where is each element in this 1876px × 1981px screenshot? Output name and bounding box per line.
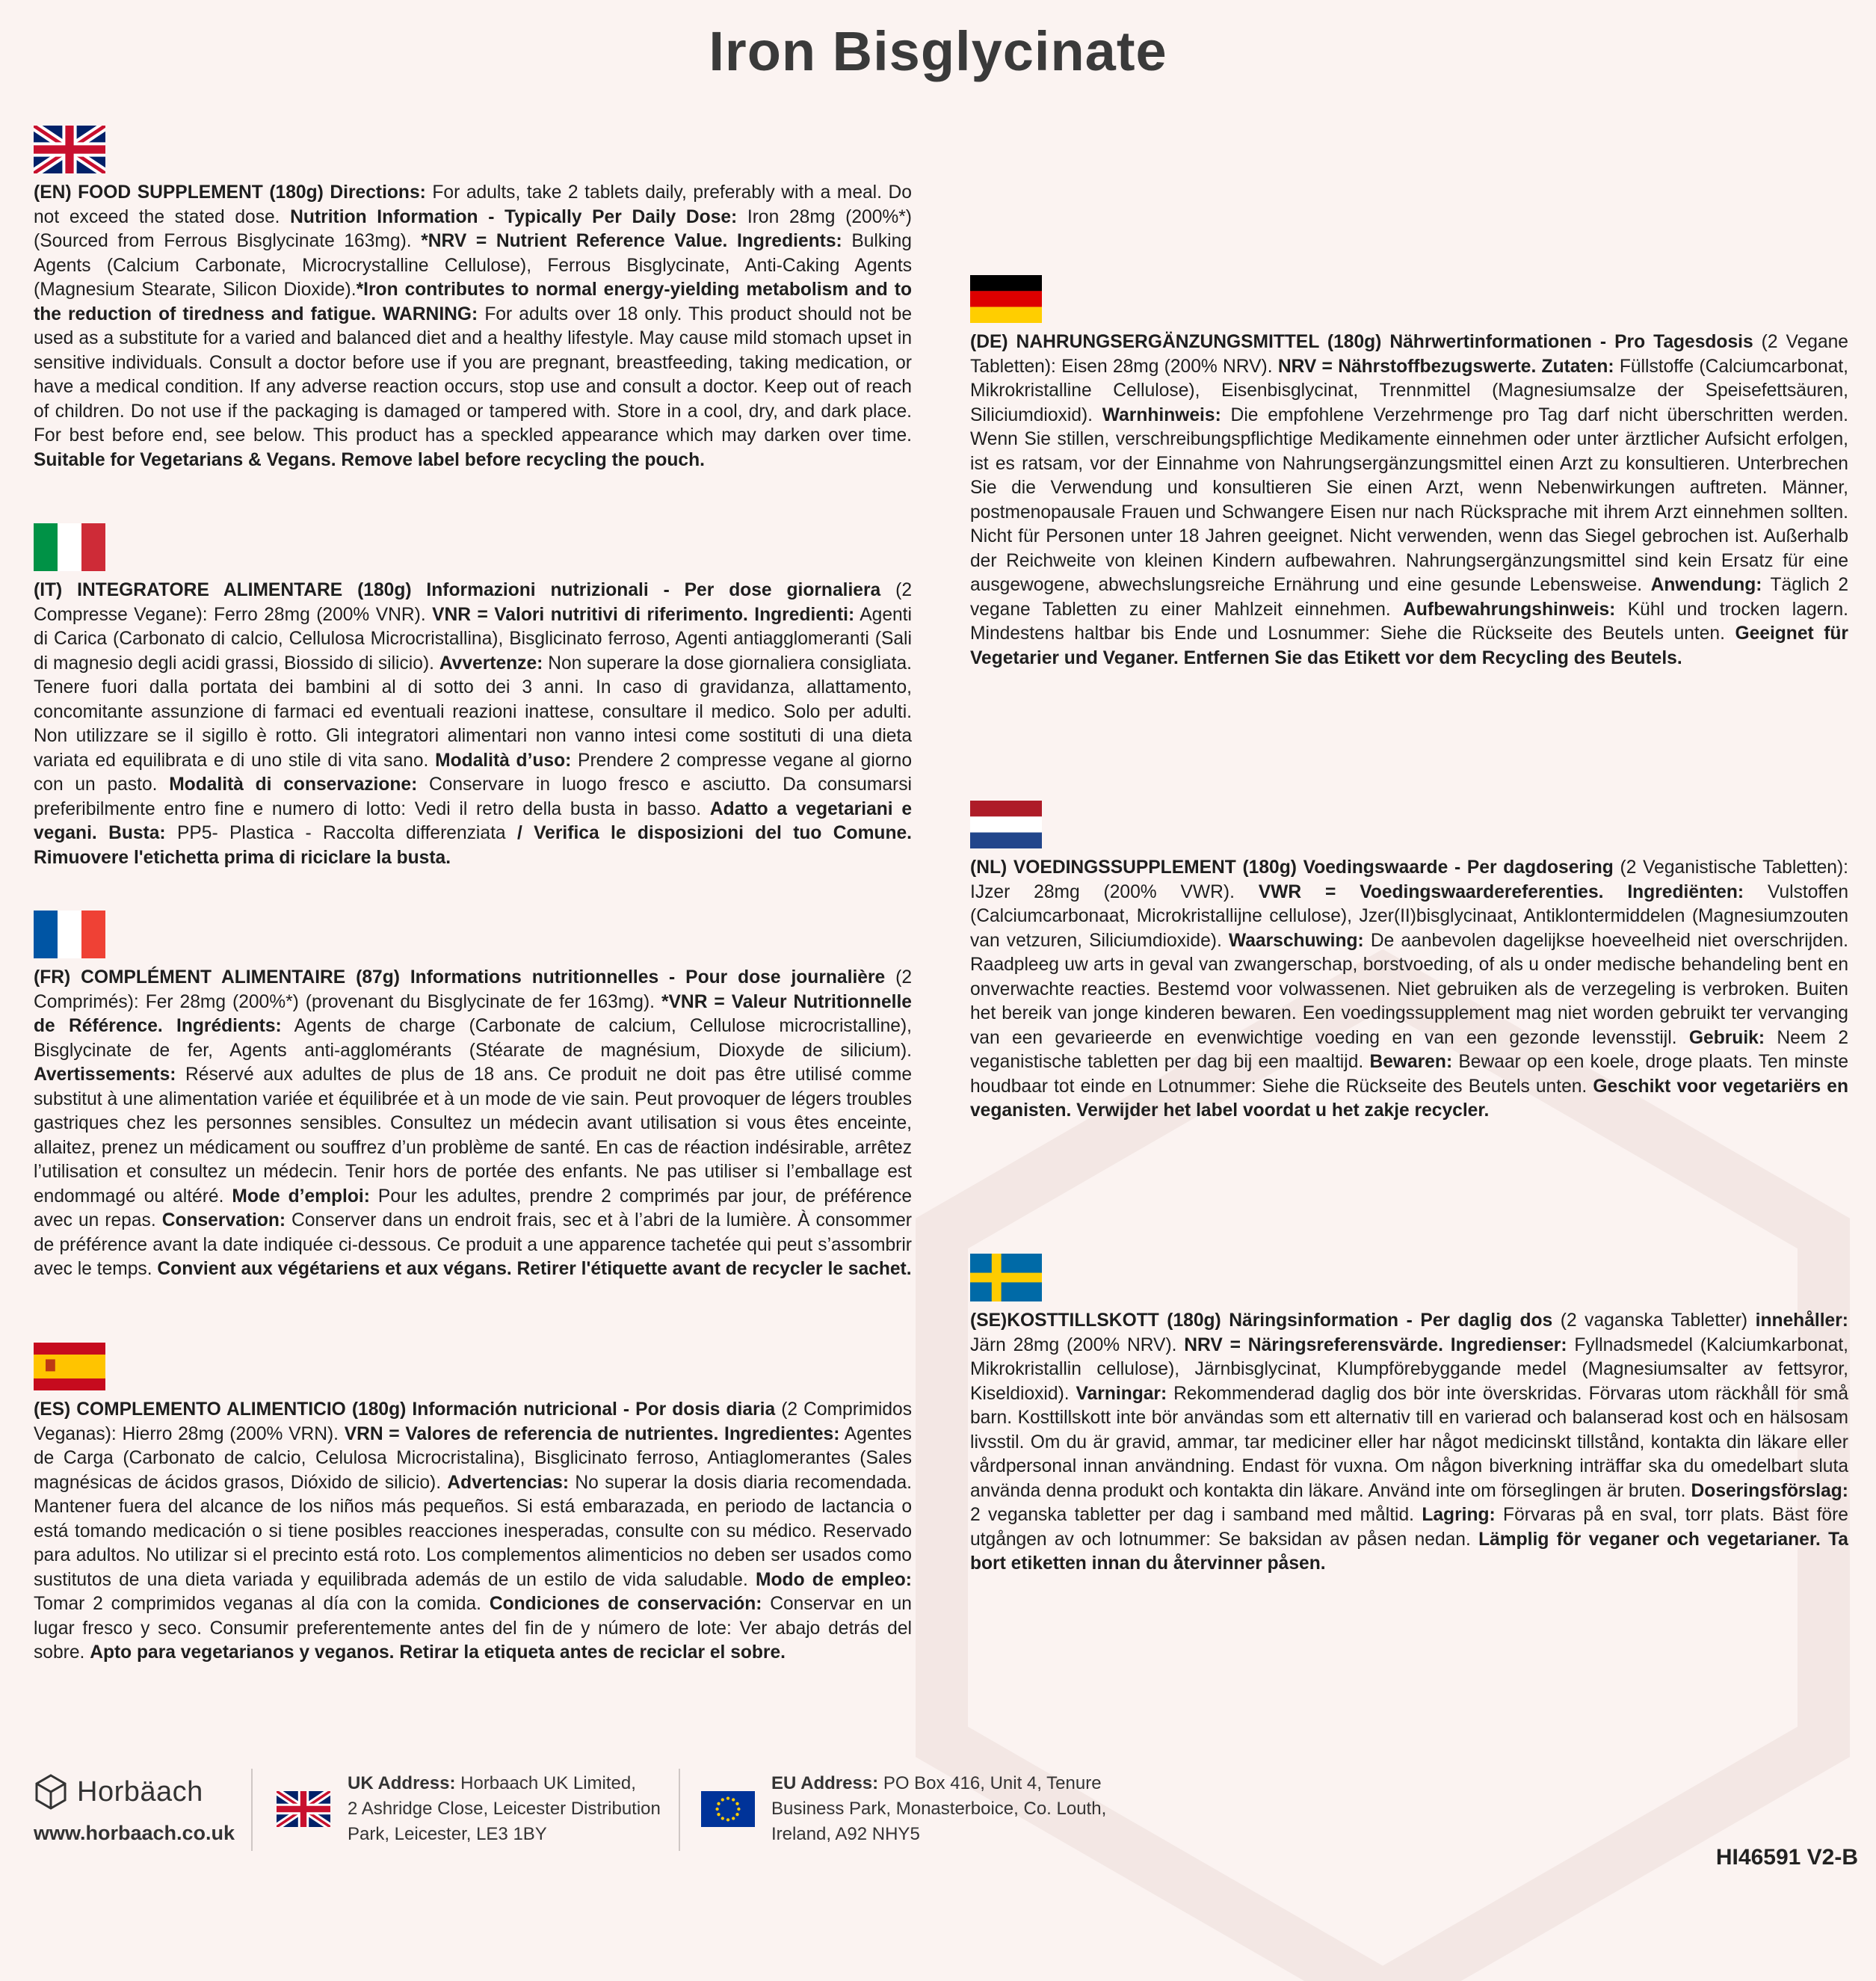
section-fr [34,911,912,1282]
text-run: Conserver dans un endroit frais, sec et à l’abri de la lumière. À consommer de préférence avant la date indiquée ci-dessous. Ce produit a une apparence tachetée qui peut s’assombrir avec le temps. [34,1210,912,1279]
text-run: Pour les adultes, prendre 2 comprimés par jour, de préférence avec un repas. [34,1186,912,1230]
eu-address-line2: Business Park, Monasterboice, Co. Louth, [771,1799,1107,1819]
section-de-text [970,330,1848,671]
italy-flag-icon [34,523,105,571]
text-run: Täglich 2 vegane Tabletten zu einer Mahlzeit einnehmen. [970,575,1849,620]
text-run: Réservé aux adultes de plus de 18 ans. Ce produit ne doit pas être utilisé comme substitut à une alimentation variée et équilibrée et à un mode de vie sain. Peut provoquer de légers troubles gastriques chez les personnes sensibles. Consultez un médecin avant utilisation si vous êtes enceinte, allaitez, prenez un médicament ou souffrez d’un problème de santé. En cas de réaction indésirable, arrêtez l’utilisation et consultez un médecin. Tenir hors de portée des enfants. Ne pas utiliser si l’emballage est endommagé ou altéré. [34,1065,912,1207]
text-run: Prendere 2 compresse vegane al giorno con un pasto. [34,750,912,795]
section-fr-text [34,966,912,1282]
text-run: Järn 28mg (200% NRV). [970,1334,1185,1355]
bold-text-run: VRN = Valores de referencia de nutrientes. Ingredientes: [344,1423,840,1444]
bold-text-run: (NL) VOEDINGSSUPPLEMENT (180g) Voedingswaarde - Per dagdosering [970,857,1614,878]
uk-address-line2: 2 Ashridge Close, Leicester Distribution [348,1799,661,1819]
text-run: Kühl und trocken lagern. Mindestens haltbar bis Ende und Losnummer: Siehe die Rückseite des Beutels unten. [970,599,1849,644]
bold-text-run: VNR = Valori nutritivi di riferimento. Ingredienti: [432,604,855,625]
spain-flag-icon [34,1343,105,1390]
bold-text-run: Modalità di conservazione: [169,774,418,795]
website-link[interactable]: www.horbaach.co.uk [34,1822,235,1844]
bold-text-run: *Iron contributes to normal energy-yielding metabolism and to the reduction of tiredness and fatigue. WARNING: [34,280,912,324]
text-run: Bewaar op een koele, droge plaats. Ten minste houdbaar tot einde en Lotnummer: Siehe die Rückseite des Beutels unten. [970,1052,1849,1097]
bold-text-run: (FR) COMPLÉMENT ALIMENTAIRE (87g) Informations nutritionnelles - Pour dose journalière [34,967,886,988]
text-run: PP5- Plastica - Raccolta differenziata [165,823,517,843]
bold-text-run: Varningar: [1076,1383,1167,1404]
eu-address-label: EU Address: [771,1773,879,1793]
bold-text-run: Mode d’emploi: [232,1186,370,1207]
netherlands-flag-icon [970,801,1042,848]
uk-address [348,1771,661,1847]
text-run: De aanbevolen dagelijkse hoeveelheid niet overschrijden. Raadpleeg uw arts in geval van zwangerschap, borstvoeding, of als u onder medische behandeling bent en onverwachte reacties. Bestemd voor volwassenen. Niet gebruiken als de verzegeling is verbroken. Buiten het bereik van jonge kinderen bewaren. Een voedingssupplement mag niet worden gebruikt ter vervanging van een gevarieerde en evenwichtige voeding en van een gezonde levensstijl. [970,930,1848,1048]
footer-divider [679,1769,680,1851]
text-run: (2 vaganska Tabletter) [1552,1310,1756,1331]
text-run: For adults, take 2 tablets daily, preferably with a meal. Do not exceed the stated dose. [34,182,912,227]
section-nl [970,801,1848,1124]
text-run: Agents de charge (Carbonate de calcium, Cellulose microcristalline), Bisglycinate de fer, Agents anti-agglomérants (Stéarate de magnésium, Dioxyde de silicium). [34,1016,912,1061]
text-run: (2 Comprimés): Fer 28mg (200%*) (provenant du Bisglycinate de fer 163mg). [34,967,913,1012]
bold-text-run: Waarschuwing: [1228,930,1364,951]
bold-text-run: Bewaren: [1369,1052,1453,1072]
bold-text-run: Convient aux végétariens et aux végans. Retirer l'étiquette avant de recycler le sachet. [157,1259,912,1279]
sweden-flag-icon [970,1254,1042,1301]
hexagon-logo-icon [34,1773,68,1811]
bold-text-run: Suitable for Vegetarians & Vegans. Remove label before recycling the pouch. [34,449,705,470]
uk-address-label: UK Address: [348,1773,456,1793]
uk-flag-icon [34,126,105,173]
bold-text-run: Condiciones de conservación: [489,1594,762,1614]
section-se-text [970,1309,1848,1577]
bold-text-run: Advertencias: [447,1472,570,1493]
text-run: Förvaras på en sval, torr plats. Bäst före utgången av och lotnummer: Se baksidan av påsen nedan. [970,1505,1848,1550]
bold-text-run: Apto para vegetarianos y veganos. Retirar la etiqueta antes de reciclar el sobre. [90,1642,786,1663]
section-it [34,523,912,870]
section-de [970,275,1848,671]
bold-text-run: (ES) COMPLEMENTO ALIMENTICIO (180g) Información nutricional - Por dosis diaria [34,1399,776,1420]
france-flag-icon [34,911,105,958]
brand-logo [34,1773,203,1811]
text-run: Rekommenderad daglig dos bör inte överskridas. Förvaras utom räckhåll för små barn. Kosttillskott inte bör användas som ett alternativ till en varierad och balanserad kost och en hälsosam livsstil. Om du är gravid, ammar, tar mediciner eller har något medicinskt tillstånd, kontakta din läkare eller vårdpersonal innan användning. Endast för vuxna. Om någon biverkning inträffar ska du omedelbart sluta använda denna produkt och kontakta din läkare. Använd inte om förseglingen är bruten. [970,1383,1848,1501]
text-run: For adults over 18 only. This product should not be used as a substitute for a varied and balanced diet and a healthy lifestyle. May cause mild stomach upset in sensitive individuals. Consult a doctor before use if you are pregnant, breastfeeding, taking medication, or have a medical condition. If any adverse reaction occurs, stop use and consult a doctor. Keep out of reach of children. Do not use if the packaging is damaged or tampered with. Store in a cool, dry, and dark place. For best before end, see below. This product has a speckled appearance which may darken over time. [34,304,912,446]
uk-address-line3: Park, Leicester, LE3 1BY [348,1824,547,1844]
page-title: Iron Bisglycinate [709,20,1167,82]
text-run: Fyllnadsmedel (Kalciumkarbonat, Mikrokristallin cellulose), Järnbisglycinat, Klumpförebyggande medel (Magnesiumsalter av fettsyror, Kiseldioxid). [970,1334,1848,1404]
bold-text-run: Gebruik: [1688,1027,1765,1048]
eu-address [771,1771,1106,1847]
bold-text-run: Modo de empleo: [756,1569,912,1590]
bold-text-run: NRV = Nährstoffbezugswerte. Zutaten: [1277,356,1614,377]
bold-text-run: Adatto a vegetariani e vegani. Busta: [34,798,912,843]
section-es [34,1343,912,1666]
text-run: Iron 28mg (200%*) (Sourced from Ferrous Bisglycinate 163mg). [34,206,912,251]
eu-address-line1: PO Box 416, Unit 4, Tenure [878,1773,1102,1793]
bold-text-run: Anwendung: [1650,575,1762,595]
text-run: Agenti di Carica (Carbonato di calcio, Cellulosa Microcristallina), Bisglicinato ferroso, Agenti antiagglomeranti (Sali di magnesio degli acidi grassi, Biossido di silicio). [34,604,912,674]
bold-text-run: Aufbewahrungshinweis: [1403,599,1616,620]
text-run: Agentes de Carga (Carbonato de calcio, Celulosa Microcristalina), Bisglicinato ferroso, Antiaglomerantes (Sales magnésicas de ácidos grasos, Dióxido de silicio). [34,1423,912,1493]
bold-text-run: VWR = Voedingswaardereferenties. Ingrediënten: [1258,881,1744,902]
text-run: Conservar en un lugar fresco y seco. Consumir preferentemente antes del fin de y número de lote: Ver abajo detrás del sobre. [34,1594,912,1663]
eu-flag-icon [701,1791,755,1827]
bold-text-run: Avvertenze: [439,653,543,674]
bold-text-run: Geeignet für Vegetarier und Veganer. Entfernen Sie das Etikett vor dem Recycling des Beutels. [970,623,1848,668]
text-run: No superar la dosis diaria recomendada. Mantener fuera del alcance de los niños más pequeños. Si está embarazada, en periodo de lactancia o está tomando medicación o si tiene posibles reacciones inesperadas, consulte con su médico. Reservado para adultos. No utilizar si el precinto está roto. Los complementos alimenticios no deben ser usados como sustitutos de una dieta variada y equilibrada además de un estilo de vida saludable. [34,1472,912,1590]
section-es-text [34,1398,912,1666]
bold-text-run: (SE)KOSTTILLSKOTT (180g) Näringsinformation - Per daglig dos [970,1310,1553,1331]
bold-text-run: Warnhinweis: [1102,404,1221,425]
text-run: (2 Compresse Vegane): Ferro 28mg (200% VNR). [34,580,912,625]
text-run: Die empfohlene Verzehrmenge pro Tag darf nicht überschritten werden. Wenn Sie stillen, verschreibungspflichtige Medikamente einnehmen oder unter ärztlicher Aufsicht erfolgen, ist es ratsam, vor der Einnahme von Nahrungsergänzungsmittel einen Arzt zu konsultieren. Unterbrechen Sie die Verwendung und konsultieren Sie einen Arzt, wenn Nebenwirkungen auftreten. Männer, postmenopausale Frauen und Schwangere Eisen nur nach Rücksprache mit ihrem Arzt einnehmen sollten. Nicht für Personen unter 18 Jahren geeignet. Nicht verwenden, wenn das Siegel gebrochen ist. Außerhalb der Reichweite von kleinen Kindern aufbewahren. Nahrungsergänzungsmittel sind kein Ersatz für eine ausgewogene, abwechslungsreiche Ernährung und eine gesunde Lebensweise. [970,404,1848,595]
product-code: HI46591 V2-B [1715,1845,1858,1870]
bold-text-run: Nutrition Information - Typically Per Daily Dose: [290,206,738,227]
bold-text-run: NRV = Näringsreferensvärde. Ingredienser: [1184,1334,1567,1355]
text-run: Bulking Agents (Calcium Carbonate, Microcrystalline Cellulose), Ferrous Bisglycinate, Anti-Caking Agents (Magnesium Stearate, Silicon Dioxide). [34,231,912,300]
bold-text-run: innehåller: [1755,1310,1848,1331]
bold-text-run: Lagring: [1422,1505,1496,1525]
uk-flag-small-icon [277,1791,330,1827]
bold-text-run: (DE) NAHRUNGSERGÄNZUNGSMITTEL (180g) Nährwertinformationen - Pro Tagesdosis [970,332,1753,352]
section-se [970,1254,1848,1577]
section-nl-text [970,856,1848,1124]
bold-text-run: (IT) INTEGRATORE ALIMENTARE (180g) Informazioni nutrizionali - Per dose giornaliera [34,580,881,600]
section-en [34,126,912,472]
germany-flag-icon [970,275,1042,323]
text-run: Non superare la dose giornaliera consigliata. Tenere fuori dalla portata dei bambini al di sotto dei 3 anni. In caso di gravidanza, allattamento, concomitante assunzione di farmaci ed eventuali reazioni inattese, consultare il medico. Solo per adulti. Non utilizzare se il sigillo è rotto. Gli integratori alimentari non vanno intesi come sostituti di una dieta variata ed equilibrata e di uno stile di vita sano. [34,653,912,771]
bold-text-run: Avertissements: [34,1065,176,1085]
bold-text-run: Doseringsförslag: [1691,1480,1848,1501]
section-en-text [34,181,912,472]
bold-text-run: (EN) FOOD SUPPLEMENT (180g) Directions: [34,182,426,203]
bold-text-run: Lämplig för veganer och vegetarianer. Ta bort etiketten innan du återvinner påsen. [970,1529,1848,1574]
text-run: Tomar 2 comprimidos veganas al día con la comida. [34,1594,490,1614]
text-run: Neem 2 veganistische tabletten per dag bij een maaltijd. [970,1027,1849,1072]
bold-text-run: *NRV = Nutrient Reference Value. Ingredients: [421,231,842,251]
bold-text-run: *VNR = Valeur Nutritionnelle de Référence. Ingrédients: [34,991,912,1036]
text-run: Conservare in luogo fresco e asciutto. Da consumarsi preferibilmente entro fine e numero di lotto: Vedi il retro della busta in basso. [34,774,912,819]
bold-text-run: Geschikt voor vegetariërs en veganisten. Verwijder het label voordat u het zakje recycler. [970,1076,1848,1121]
text-run: (2 Comprimidos Veganas): Hierro 28mg (200% VRN). [34,1399,912,1444]
bold-text-run: / Verifica le disposizioni del tuo Comune. Rimuovere l'etichetta prima di riciclare la busta. [34,823,912,868]
bold-text-run: Modalità d’uso: [435,750,572,771]
section-it-text [34,579,912,870]
footer-divider [251,1769,253,1851]
bold-text-run: Conservation: [161,1210,286,1230]
text-run: Vulstoffen (Calciumcarbonaat, Microkristallijne cellulose), Jzer(II)bisglycinaat, Antiklontermiddelen (Magnesiumzouten van vetzuren, Siliciumdioxide). [970,881,1848,951]
brand-name: Horbäach [77,1775,203,1808]
text-run: (2 Vegane Tabletten): Eisen 28mg (200% NRV). [970,332,1848,377]
text-run: (2 Veganistische Tabletten): IJzer 28mg (200% VWR). [970,857,1848,902]
uk-address-line1: Horbaach UK Limited, [455,1773,636,1793]
text-run: 2 veganska tabletter per dag i samband med måltid. [970,1505,1422,1525]
text-run: Füllstoffe (Calciumcarbonat, Mikrokristalline Cellulose), Eisenbisglycinat, Trennmittel (Magnesiumsalze der Speisefettsäuren, Siliciumdioxid). [970,356,1848,425]
eu-address-line3: Ireland, A92 NHY5 [771,1824,920,1844]
